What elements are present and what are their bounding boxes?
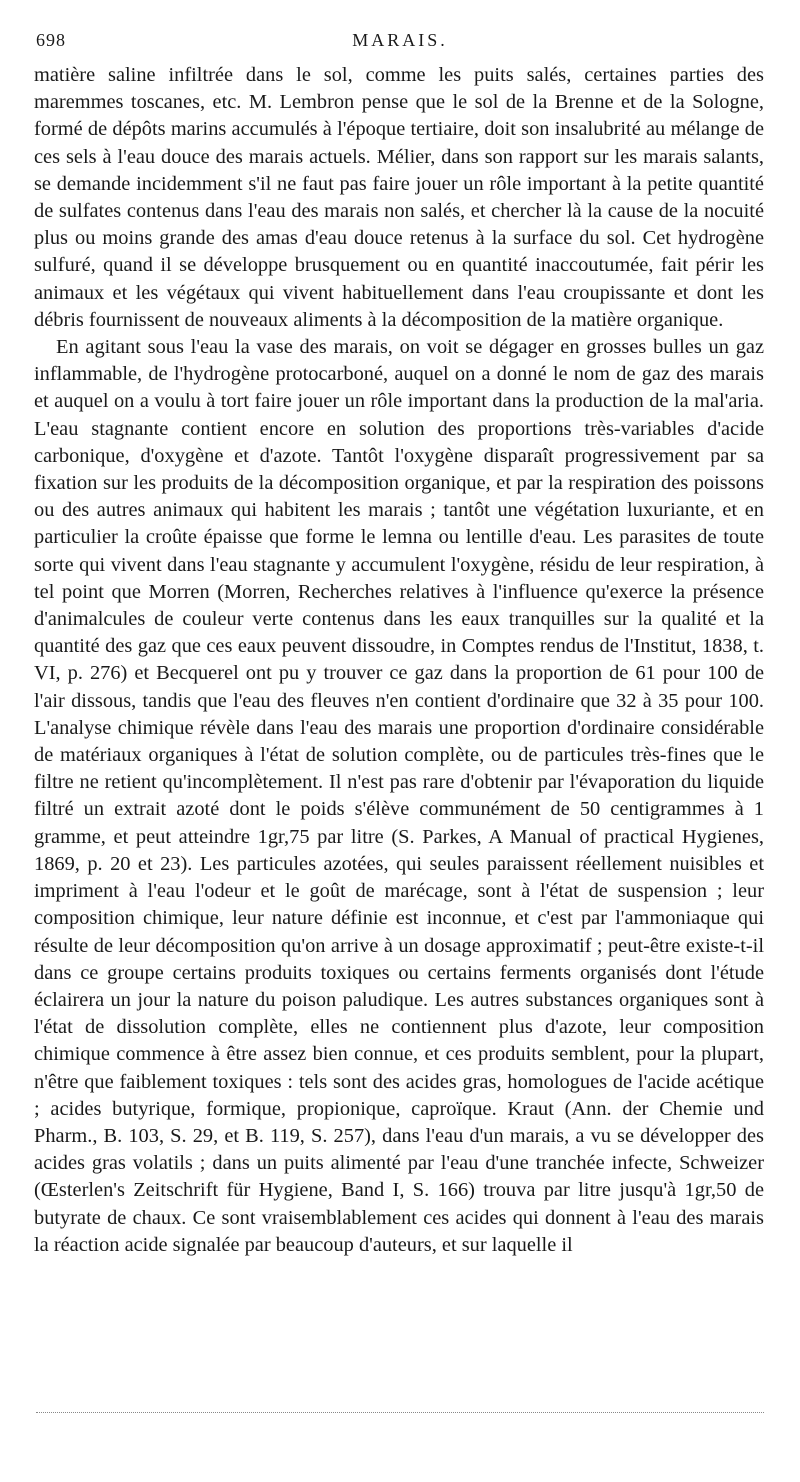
body-text	[34, 62, 764, 1259]
footer-dotted-rule	[36, 1412, 764, 1413]
page-header	[36, 30, 764, 54]
running-head: MARAIS.	[352, 30, 448, 50]
paragraph-continuation: matière saline infiltrée dans le sol, comme les puits salés, certaines parties des maremmes toscanes, etc. M. Lembron pense que le sol de la Brenne et de la Sologne, formé de dépôts marins accumulés à l'époque tertiaire, doit son insalubrité au mélange de ces sels à l'eau douce des marais actuels. Mélier, dans son rapport sur les marais salants, se demande incidemment s'il ne faut pas faire jouer un rôle important à la petite quantité de sulfates contenus dans l'eau des marais non salés, et chercher là la cause de la nocuité plus ou moins grande des amas d'eau douce retenus à la surface du sol. Cet hydrogène sulfuré, quand il se développe brusquement ou en quantité inaccoutumée, fait périr les animaux et les végétaux qui vivent habituellement dans l'eau croupissante et dont les débris fournissent de nouveaux aliments à la décomposition de la matière organique.	[34, 64, 764, 331]
paragraph-marsh-gases: En agitant sous l'eau la vase des marais, on voit se dégager en grosses bulles un gaz inflammable, de l'hydrogène protocarboné, auquel on a donné le nom de gaz des marais et auquel on a voulu à tort faire jouer un rôle important dans la production de la mal'aria. L'eau stagnante contient encore en solution des proportions très-variables d'acide carbonique, d'oxygène et d'azote. Tantôt l'oxygène disparaît progressivement par sa fixation sur les produits de la décomposition organique, et par la respiration des poissons ou des autres animaux qui habitent les marais ; tantôt une végétation luxuriante, et en particulier la croûte épaisse que forme le lemna ou lentille d'eau. Les parasites de toute sorte qui vivent dans l'eau stagnante y accumulent l'oxygène, résidu de leur respiration, à tel point que Morren (Morren, Recherches relatives à l'influence qu'exerce la présence d'animalcules de couleur verte contenus dans les eaux tranquilles sur la qualité et la quantité des gaz que ces eaux peuvent dissoudre, in Comptes rendus de l'Institut, 1838, t. VI, p. 276) et Becquerel ont pu y trouver ce gaz dans la proportion de 61 pour 100 de l'air dissous, tandis que l'eau des fleuves n'en contient d'ordinaire que 32 à 35 pour 100. L'analyse chimique révèle dans l'eau des marais une proportion d'ordinaire considérable de matériaux organiques à l'état de solution complète, ou de particules très-fines que le filtre ne retient qu'incomplètement. Il n'est pas rare d'obtenir par l'évaporation du liquide filtré un extrait azoté dont le poids s'élève communément de 50 centigrammes à 1 gramme, et peut atteindre 1gr,75 par litre (S. Parkes, A Manual of practical Hygienes, 1869, p. 20 et 23). Les particules azotées, qui seules paraissent réellement nuisibles et impriment à l'eau l'odeur et le goût de marécage, sont à l'état de suspension ; leur composition chimique, leur nature définie est inconnue, et c'est par l'ammoniaque qui résulte de leur décomposition qu'on arrive à un dosage approximatif ; peut-être existe-t-il dans ce groupe certains produits toxiques ou certains ferments organisés dont l'étude éclairera un jour la nature du poison paludique. Les autres substances organiques sont à l'état de dissolution complète, elles ne contiennent plus d'azote, leur composition chimique commence à être assez bien connue, et ces produits semblent, pour la plupart, n'être que faiblement toxiques : tels sont des acides gras, homologues de l'acide acétique ; acides butyrique, formique, propionique, caproïque. Kraut (Ann. der Chemie und Pharm., B. 103, S. 29, et B. 119, S. 257), dans l'eau d'un marais, a vu se développer des acides gras volatils ; dans un puits alimenté par l'eau d'une tranchée infecte, Schweizer (Œsterlen's Zeitschrift für Hygiene, Band I, S. 166) trouva par litre jusqu'à 1gr,50 de butyrate de chaux. Ce sont vraisemblablement ces acides qui donnent à l'eau des marais la réaction acide signalée par beaucoup d'auteurs, et sur laquelle il	[34, 336, 764, 1256]
page-number: 698	[36, 30, 66, 50]
